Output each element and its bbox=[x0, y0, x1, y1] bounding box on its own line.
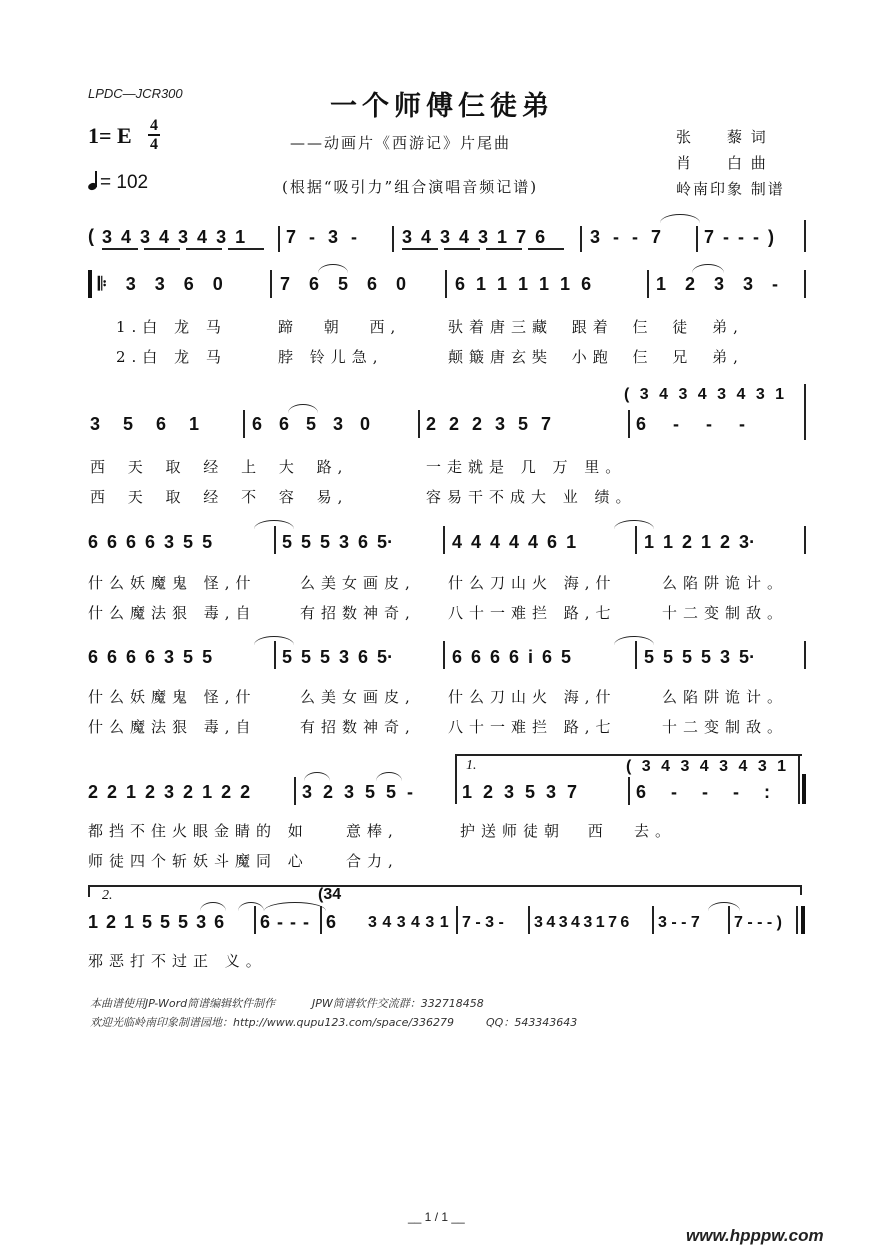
interlude-upper: ( 3 4 3 4 3 4 3 1 bbox=[624, 386, 785, 403]
lyric-v1: 邪恶打不过正 义。 bbox=[88, 952, 267, 970]
footer-software-note: 本曲谱使用JP-Word简谱编辑软件制作 bbox=[90, 997, 276, 1010]
measure: 1 1 2 1 2 3· bbox=[644, 532, 756, 552]
tie bbox=[614, 520, 654, 529]
lyric-v1: 什么刀山火 海,什 bbox=[448, 688, 617, 706]
score-code-id: LPDC—JCR300 bbox=[88, 86, 183, 101]
barline bbox=[628, 777, 630, 805]
tie bbox=[708, 902, 740, 911]
barline bbox=[528, 906, 530, 934]
barline bbox=[254, 906, 256, 934]
lyric-v2: 颠簸唐玄奘 小跑 仨 兄 弟, bbox=[448, 348, 744, 366]
lyric-v1: 什么妖魔鬼 怪,什 bbox=[88, 574, 257, 592]
lyric-v1: 么陷阱诡计。 bbox=[662, 574, 789, 592]
tie bbox=[264, 902, 326, 911]
volta-bracket-edge bbox=[455, 754, 457, 804]
lyric-v1: 西 天 取 经 上 大 路, bbox=[90, 458, 349, 476]
measure: 6 6 5 3 0 bbox=[252, 414, 371, 434]
tie bbox=[614, 636, 654, 645]
barline bbox=[804, 384, 806, 440]
time-signature bbox=[148, 118, 160, 152]
barline bbox=[728, 906, 730, 934]
repeat-start-barline bbox=[88, 270, 92, 298]
lyric-v2: 八十一难拦 路,七 bbox=[448, 718, 617, 736]
lyric-v2: 什么魔法狠 毒,自 bbox=[88, 718, 257, 736]
lyric-v2: 八十一难拦 路,七 bbox=[448, 604, 617, 622]
intro-measure-5: 7 - - - ) bbox=[704, 227, 774, 247]
barline bbox=[270, 270, 272, 298]
volta-bracket-edge bbox=[800, 885, 802, 895]
slur bbox=[238, 902, 264, 911]
measure: 6 6 6 6 3 5 5 bbox=[88, 647, 213, 667]
lyric-v1: 蹄 朝 西, bbox=[278, 318, 402, 336]
lyric-v1: 1.白 龙 马 bbox=[116, 318, 227, 336]
volta-bracket-2 bbox=[88, 885, 802, 887]
barline bbox=[274, 641, 276, 669]
intro-open-paren: ( bbox=[88, 226, 94, 246]
interlude-upper: ( 3 4 3 4 3 4 3 1 bbox=[626, 758, 787, 775]
lyric-v1: 什么刀山火 海,什 bbox=[448, 574, 617, 592]
barline bbox=[243, 410, 245, 438]
barline bbox=[628, 410, 630, 438]
measure: 3 - - 7 bbox=[658, 914, 700, 931]
slur bbox=[376, 772, 402, 781]
tempo-marking bbox=[88, 172, 148, 194]
measure: 6 - - - : bbox=[636, 782, 770, 802]
barline bbox=[635, 641, 637, 669]
slur bbox=[288, 404, 318, 413]
lyric-v1: 护送师徒朝 西 bbox=[460, 822, 609, 840]
measure: 3 2 3 5 5 - bbox=[302, 782, 414, 802]
measure: 1 2 1 5 5 5 3 6 bbox=[88, 912, 225, 932]
lyric-v1: 么美女画皮, bbox=[300, 688, 416, 706]
barline bbox=[647, 270, 649, 298]
barline bbox=[580, 226, 582, 252]
barline bbox=[294, 777, 296, 805]
measure: 5 5 5 3 6 5· bbox=[282, 647, 394, 667]
measure: 6 6 6 6 i 6 5 bbox=[452, 647, 572, 667]
tie bbox=[660, 214, 700, 223]
measure: 7 - - - ) bbox=[734, 914, 782, 931]
lyric-v2: 有招数神奇, bbox=[300, 604, 416, 622]
barline bbox=[392, 226, 394, 252]
lyric-v2: 有招数神奇, bbox=[300, 718, 416, 736]
measure: 𝄆 3 3 6 0 bbox=[98, 274, 223, 294]
slur bbox=[692, 264, 724, 273]
time-signature-bottom: 4 bbox=[150, 136, 158, 153]
lyric-v2: 2.白 龙 马 bbox=[116, 348, 227, 366]
measure: 3 4 3 4 3 1 bbox=[368, 914, 449, 931]
time-signature-top: 4 bbox=[150, 117, 158, 134]
lyric-v1: 去。 bbox=[634, 822, 677, 840]
barline bbox=[652, 906, 654, 934]
intro-measure-1: 3 4 3 4 3 4 3 1 bbox=[102, 227, 246, 247]
key-signature: 1= E bbox=[88, 123, 132, 148]
lyric-v2: 十二变制敌。 bbox=[662, 604, 789, 622]
measure: 6 - - - bbox=[260, 912, 310, 932]
lyric-v2: 合力, bbox=[346, 852, 399, 870]
footer-group: JPW简谱软件交流群：332718458 bbox=[312, 997, 484, 1010]
barline bbox=[804, 641, 806, 669]
lyric-v1: 驮着唐三藏 跟着 仨 徒 弟, bbox=[448, 318, 744, 336]
measure: 1 2 3 3 - bbox=[656, 274, 779, 294]
interlude-upper: (34 bbox=[318, 886, 342, 903]
footer-qq: QQ：543343643 bbox=[486, 1016, 578, 1029]
intro-measure-4: 3 - - 7 bbox=[590, 227, 662, 247]
lyric-v1: 么美女画皮, bbox=[300, 574, 416, 592]
slur bbox=[304, 772, 330, 781]
barline-end bbox=[804, 220, 806, 252]
measure: 1 2 3 5 3 7 bbox=[462, 782, 578, 802]
intro-measure-3: 3 4 3 4 3 1 7 6 bbox=[402, 227, 546, 247]
lyric-v1: 么陷阱诡计。 bbox=[662, 688, 789, 706]
measure: 5 5 5 3 6 5· bbox=[282, 532, 394, 552]
barline bbox=[696, 226, 698, 252]
volta-bracket-1 bbox=[455, 754, 802, 756]
lyric-v2: 容易干不成大 业 绩。 bbox=[426, 488, 637, 506]
barline bbox=[443, 526, 445, 554]
measure: 7 6 5 6 0 bbox=[280, 274, 407, 294]
subtitle: ——动画片《西游记》片尾曲 bbox=[290, 134, 512, 152]
credit-composer: 肖 白 曲 bbox=[676, 154, 768, 172]
measure: 2 2 2 3 5 7 bbox=[426, 414, 552, 434]
measure: 6 bbox=[326, 912, 337, 932]
lyric-v2: 什么魔法狠 毒,自 bbox=[88, 604, 257, 622]
credit-lyricist: 张 藜 词 bbox=[676, 128, 768, 146]
barline bbox=[274, 526, 276, 554]
volta-label-1: 1. bbox=[466, 758, 477, 773]
measure: 6 1 1 1 1 1 6 bbox=[455, 274, 592, 294]
repeat-end-barline bbox=[802, 774, 806, 804]
measure: 2 2 1 2 3 2 1 2 2 bbox=[88, 782, 251, 802]
quarter-note-icon bbox=[88, 172, 98, 190]
measure: 4 4 4 4 4 6 1 bbox=[452, 532, 577, 552]
barline bbox=[804, 270, 806, 298]
barline bbox=[320, 906, 322, 934]
barline bbox=[635, 526, 637, 554]
barline bbox=[456, 906, 458, 934]
measure: 3 4 3 4 3 1 7 6 bbox=[534, 914, 629, 931]
lyric-v2: 脖 铃儿急, bbox=[278, 348, 384, 366]
lyric-v2: 西 天 取 经 不 容 易, bbox=[90, 488, 349, 506]
page-number: __ 1 / 1 __ bbox=[408, 1210, 465, 1224]
lyric-v1: 什么妖魔鬼 怪,什 bbox=[88, 688, 257, 706]
tempo-value: = 102 bbox=[100, 172, 149, 193]
slur bbox=[318, 264, 348, 273]
slur bbox=[200, 902, 226, 911]
barline bbox=[798, 754, 800, 804]
barline bbox=[278, 226, 280, 252]
barline bbox=[445, 270, 447, 298]
measure: 5 5 5 5 3 5· bbox=[644, 647, 756, 667]
lyric-v1: 都挡不住火眼金睛的 如 bbox=[88, 822, 309, 840]
measure: 6 6 6 6 3 5 5 bbox=[88, 532, 213, 552]
volta-label-2: 2. bbox=[102, 888, 113, 903]
page-title: 一个师傅仨徒弟 bbox=[330, 91, 554, 122]
lyric-v2: 师徒四个斩妖斗魔同 心 bbox=[88, 852, 309, 870]
credit-transcriber: 岭南印象 制谱 bbox=[676, 180, 785, 198]
barline bbox=[443, 641, 445, 669]
intro-measure-2: 7 - 3 - bbox=[286, 227, 358, 247]
measure: 3 5 6 1 bbox=[90, 414, 200, 434]
lyric-v1: 一走就是 几 万 里。 bbox=[426, 458, 627, 476]
measure: 6 - - - bbox=[636, 414, 745, 434]
lyric-v1: 意棒, bbox=[346, 822, 399, 840]
barline bbox=[418, 410, 420, 438]
volta-bracket-edge bbox=[88, 885, 90, 897]
measure: 7 - 3 - bbox=[462, 914, 504, 931]
footer-website[interactable]: 欢迎光临岭南印象制谱园地：http://www.qupu123.com/space/336279 bbox=[90, 1016, 455, 1029]
site-watermark: www.hpppw.com bbox=[686, 1226, 824, 1245]
barline bbox=[804, 526, 806, 554]
lyric-v2: 十二变制敌。 bbox=[662, 718, 789, 736]
source-note: (根据“吸引力”组合演唱音频记谱) bbox=[282, 178, 539, 196]
final-barline bbox=[801, 906, 805, 934]
barline bbox=[796, 906, 798, 934]
